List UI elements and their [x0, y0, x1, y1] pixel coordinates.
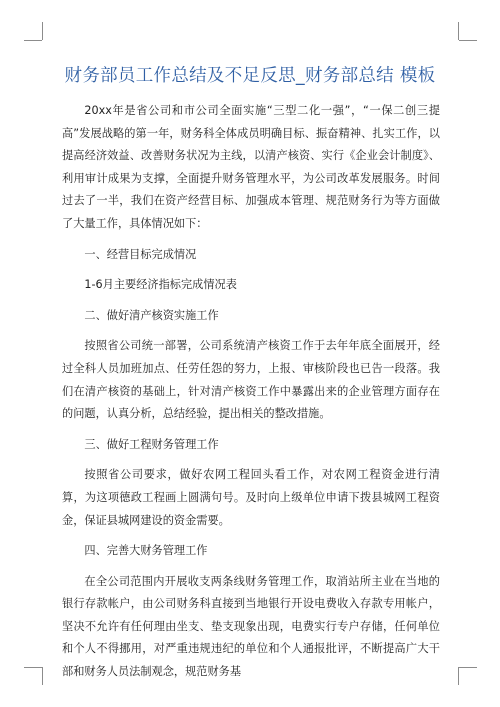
crop-mark-bottom-left-h [24, 667, 42, 668]
crop-mark-top-left-v [42, 22, 43, 40]
section-heading-3: 三、做好工程财务管理工作 [84, 437, 219, 451]
section-2-paragraph: 按照省公司统一部署，公司系统清产核资工作于去年年底全面展开，经过全科人员加班加点、任劳任怨的努力，上报、审核阶段也已告一段落。我们在清产核资的基础上，针对清产核资工作中暴露出来的企业管理方面存在的问题，认真分析，总结经验，提出相关的整改措施。 [62, 339, 440, 421]
section-heading-4: 四、完善大财务管理工作 [84, 544, 208, 558]
section-heading-1: 一、经营目标完成情况 [84, 247, 197, 261]
crop-mark-top-right-v [458, 22, 459, 40]
crop-mark-top-left-h [24, 40, 42, 41]
crop-mark-top-right-h [459, 40, 477, 41]
section-4-paragraph: 在全公司范围内开展收支两条线财务管理工作，取消站所主业在当地的银行存款帐户，由公司财务科直接到当地银行开设电费收入存款专用帐户，坚决不允许有任何理由坐支、垫支现象出现，电费实行专户存储，任何单位和个人不得挪用，对严重违规违纪的单位和个人通报批评，不断提高广大干部和财务人员法制观念，规范财务基 [62, 574, 440, 679]
crop-mark-bottom-right-v [458, 667, 459, 685]
table-caption: 1-6月主要经济指标完成情况表 [84, 278, 237, 292]
document-title: 财务部员工作总结及不足反思_财务部总结 模板 [64, 66, 436, 86]
crop-mark-bottom-left-v [42, 667, 43, 685]
crop-mark-bottom-right-h [459, 667, 477, 668]
intro-paragraph: 20xx年是省公司和市公司全面实施“三型二化一强”，“一保二创三提高”发展战略的第一年，财务科全体成员明确目标、振奋精神、扎实工作，以提高经济效益、改善财务状况为主线，以清产核资、实行《企业会计制度》、利用审计成果为支撑，全面提升财务管理水平，为公司改革发展服务。时间过去了一半，我们在资产经营目标、加强成本管理、规范财务行为等方面做了大量工作，具体情况如下： [62, 104, 440, 230]
section-3-paragraph: 按照省公司要求，做好农网工程回头看工作，对农网工程资金进行清算，为这项德政工程画上圆满句号。及时向上级单位申请下拨县城网工程资金，保证县城网建设的资金需要。 [62, 468, 440, 527]
section-heading-2: 二、做好清产核资实施工作 [84, 308, 219, 322]
document-body [62, 100, 440, 692]
